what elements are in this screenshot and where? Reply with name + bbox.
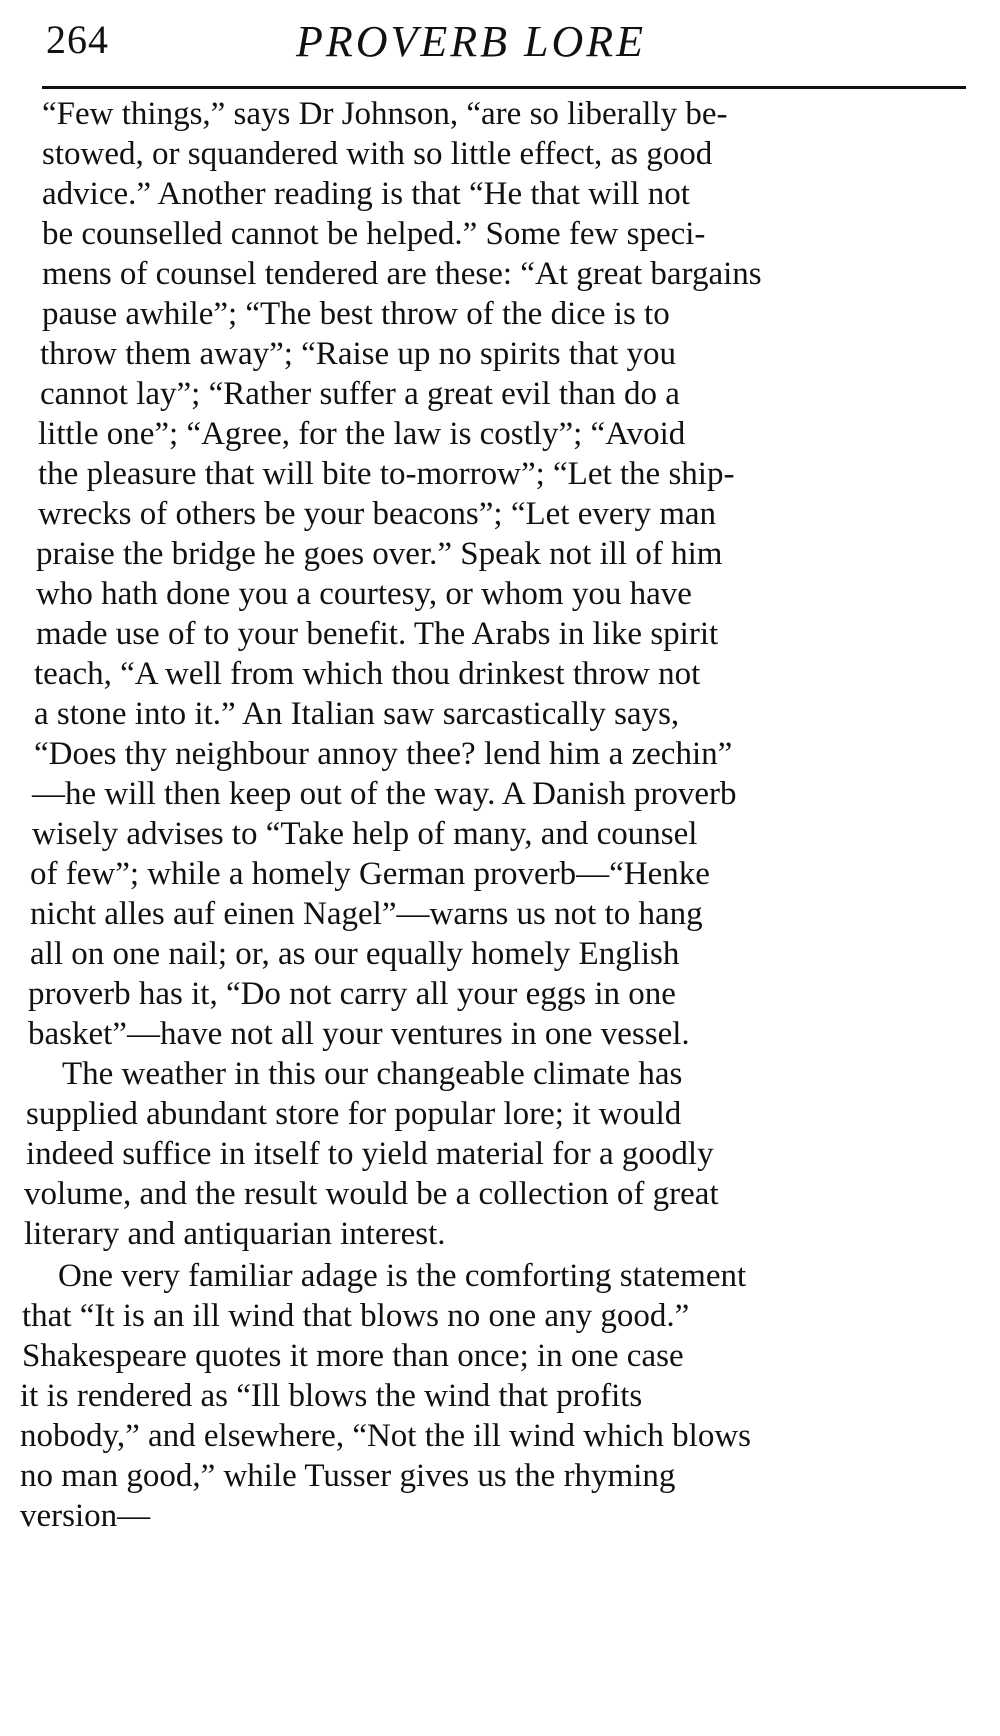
text-line: volume, and the result would be a collection of great (24, 1176, 719, 1212)
text-line: —he will then keep out of the way. A Danish proverb (32, 776, 737, 812)
text-line: pause awhile”; “The best throw of the dice is to (42, 296, 670, 332)
text-line: indeed suffice in itself to yield material for a goodly (26, 1136, 714, 1172)
text-line: all on one nail; or, as our equally homely English (30, 936, 680, 972)
text-line: who hath done you a courtesy, or whom you have (36, 576, 692, 612)
header-rule (42, 86, 966, 89)
text-line: it is rendered as “Ill blows the wind that profits (20, 1378, 643, 1414)
text-line: the pleasure that will bite to-morrow”; “Let the ship- (38, 456, 735, 492)
text-line: One very familiar adage is the comforting statement (58, 1258, 747, 1294)
text-line: made use of to your benefit. The Arabs in like spirit (36, 616, 719, 652)
text-line: that “It is an ill wind that blows no one any good.” (22, 1298, 690, 1334)
page-number: 264 (46, 17, 109, 62)
text-line: literary and antiquarian interest. (24, 1216, 446, 1252)
text-line: mens of counsel tendered are these: “At great bargains (42, 256, 762, 292)
text-line: be counselled cannot be helped.” Some few speci- (42, 216, 706, 252)
text-line: praise the bridge he goes over.” Speak not ill of him (36, 536, 723, 572)
text-line: no man good,” while Tusser gives us the rhyming (20, 1458, 676, 1494)
text-line: “Few things,” says Dr Johnson, “are so liberally be- (42, 96, 728, 132)
text-line: “Does thy neighbour annoy thee? lend him a zechin” (34, 736, 733, 772)
text-line: of few”; while a homely German proverb—“Henke (30, 856, 710, 892)
text-line: cannot lay”; “Rather suffer a great evil than do a (40, 376, 680, 412)
text-line: nobody,” and elsewhere, “Not the ill wind which blows (20, 1418, 752, 1454)
text-line: wisely advises to “Take help of many, and counsel (32, 816, 698, 852)
text-line: little one”; “Agree, for the law is costly”; “Avoid (38, 416, 686, 452)
text-line: teach, “A well from which thou drinkest throw not (34, 656, 701, 692)
text-line: proverb has it, “Do not carry all your eggs in one (28, 976, 676, 1012)
text-line: Shakespeare quotes it more than once; in one case (22, 1338, 684, 1374)
text-line: version— (20, 1498, 151, 1534)
running-head: PROVERB LORE (296, 17, 647, 66)
text-line: stowed, or squandered with so little effect, as good (42, 136, 713, 172)
text-line: basket”—have not all your ventures in one vessel. (28, 1016, 690, 1052)
text-line: advice.” Another reading is that “He that will not (42, 176, 690, 212)
text-line: a stone into it.” An Italian saw sarcastically says, (34, 696, 680, 732)
text-line: The weather in this our changeable climate has (62, 1056, 683, 1092)
text-line: nicht alles auf einen Nagel”—warns us not to hang (30, 896, 703, 932)
text-line: wrecks of others be your beacons”; “Let every man (38, 496, 717, 532)
text-line: throw them away”; “Raise up no spirits that you (40, 336, 677, 372)
text-line: supplied abundant store for popular lore; it would (26, 1096, 682, 1132)
